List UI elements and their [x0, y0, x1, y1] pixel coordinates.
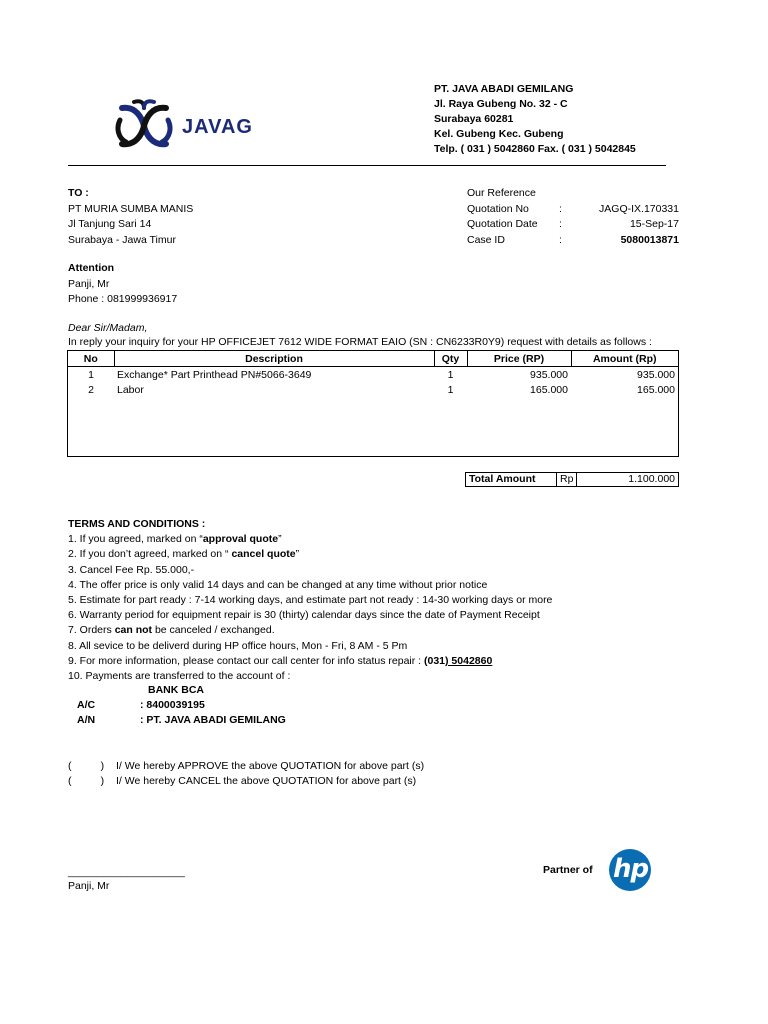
reference-block: [467, 186, 679, 248]
recipient-street: Jl Tanjung Sari 14: [68, 218, 152, 230]
attention-phone-label: Phone :: [68, 293, 105, 305]
attention-block: [68, 261, 177, 308]
quotation-date-row: [467, 217, 679, 233]
cancel-text: I/ We hereby CANCEL the above QUOTATION for above part (s): [116, 775, 417, 787]
row-price: 935.000: [530, 368, 568, 381]
company-address-1: Jl. Raya Gubeng No. 32 - C: [434, 98, 568, 110]
company-info: [434, 82, 636, 157]
cancel-checkbox[interactable]: ( ): [68, 775, 105, 787]
javag-logo: [114, 98, 274, 154]
approve-checkbox[interactable]: ( ): [68, 760, 105, 772]
approve-text: I/ We hereby APPROVE the above QUOTATION for above part (s): [116, 760, 425, 772]
an-value: : PT. JAVA ABADI GEMILANG: [140, 714, 286, 726]
javag-logo-icon: [114, 98, 174, 154]
term-8: 8. All sevice to be deliverd during HP office hours, Mon - Fri, 8 AM - 5 Pm: [68, 639, 408, 652]
term-6: 6. Warranty period for equipment repair is 30 (thirty) calendar days since the date of Payment Receipt: [68, 609, 540, 622]
signature-line: ____________________: [68, 866, 185, 878]
case-id-sep: :: [559, 233, 562, 246]
items-table: [67, 350, 679, 457]
company-address-2: Surabaya 60281: [434, 113, 514, 125]
header-no: No: [68, 351, 114, 367]
total-currency: Rp: [557, 473, 577, 486]
term-4: 4. The offer price is only valid 14 days and can be changed at any time without prior notice: [68, 578, 488, 591]
attention-phone: 081999936917: [107, 293, 178, 305]
quotation-date-sep: :: [559, 218, 562, 230]
term-10: 10. Payments are transferred to the account of :: [68, 670, 291, 683]
term-2: 2. If you don’t agreed, marked on “ cancel quote”: [68, 548, 300, 561]
header-separator: [68, 165, 666, 166]
term-5: 5. Estimate for part ready : 7-14 working days, and estimate part not ready : 14-30 working days or more: [68, 594, 553, 607]
row-amount: 935.000: [637, 368, 675, 381]
row-no: 2: [88, 383, 94, 396]
table-header: [68, 351, 678, 367]
terms-title: TERMS AND CONDITIONS :: [68, 518, 206, 530]
case-id-row: [467, 233, 679, 249]
header-amount: Amount (Rp): [571, 351, 678, 367]
term-3: 3. Cancel Fee Rp. 55.000,-: [68, 563, 195, 576]
ac-label: A/C: [77, 699, 96, 711]
to-label: TO :: [68, 187, 89, 199]
term-1: 1. If you agreed, marked on “approval quote”: [68, 533, 282, 546]
quotation-date-label: Quotation Date: [467, 218, 538, 230]
case-id-value: 5080013871: [620, 233, 679, 246]
total-value: 1.100.000: [628, 473, 675, 485]
header-description: Description: [114, 351, 434, 367]
company-address-3: Kel. Gubeng Kec. Gubeng: [434, 128, 564, 140]
reference-title: Our Reference: [467, 187, 536, 199]
total-amount-box: [465, 472, 679, 487]
attention-label: Attention: [68, 262, 115, 274]
an-label: A/N: [77, 714, 96, 726]
row-qty: 1: [447, 368, 454, 381]
quotation-no-value: JAGQ-IX.170331: [599, 202, 679, 215]
row-qty: 1: [447, 383, 454, 396]
row-description: Exchange* Part Printhead PN#5066-3649: [117, 368, 312, 381]
row-description: Labor: [117, 383, 144, 396]
quotation-date-value: 15-Sep-17: [629, 218, 679, 230]
header-qty: Qty: [434, 351, 467, 367]
recipient-block: [68, 186, 193, 248]
case-id-label: Case ID: [467, 233, 505, 246]
term-7: 7. Orders can not be canceled / exchanged.: [68, 624, 275, 637]
total-label: Total Amount: [466, 473, 557, 486]
header-price: Price (RP): [467, 351, 571, 367]
recipient-name: PT MURIA SUMBA MANIS: [68, 202, 194, 215]
row-no: 1: [88, 368, 94, 381]
quotation-no-row: [467, 202, 679, 218]
intro-text: In reply your inquiry for your HP OFFICEJET 7612 WIDE FORMAT EAIO (SN : CN6233R0Y9) request with details as follows :: [68, 336, 652, 348]
quotation-no-sep: :: [559, 202, 562, 215]
row-price: 165.000: [530, 383, 568, 396]
recipient-city: Surabaya - Jawa Timur: [68, 233, 176, 246]
hp-logo: [604, 848, 656, 892]
signature-name: Panji, Mr: [68, 880, 110, 892]
javag-logo-text: JAVAG: [182, 116, 253, 138]
hp-logo-text: hp: [613, 854, 649, 884]
company-name: PT. JAVA ABADI GEMILANG: [434, 83, 574, 95]
table-row: [68, 382, 678, 397]
greeting: Dear Sir/Madam,: [68, 322, 148, 334]
attention-phone-line: [68, 292, 177, 308]
ac-value: : 8400039195: [140, 699, 205, 711]
terms-block: [68, 517, 552, 684]
partner-label: Partner of: [543, 864, 593, 876]
quotation-no-label: Quotation No: [467, 202, 529, 215]
table-row: [68, 367, 678, 383]
company-phone: Telp. ( 031 ) 5042860 Fax. ( 031 ) 5042845: [434, 143, 636, 155]
term-9: 9. For more information, please contact our call center for info status repair : (031) 5042860: [68, 654, 493, 667]
row-amount: 165.000: [637, 383, 675, 396]
bank-name: BANK BCA: [148, 684, 204, 696]
attention-name: Panji, Mr: [68, 277, 110, 290]
